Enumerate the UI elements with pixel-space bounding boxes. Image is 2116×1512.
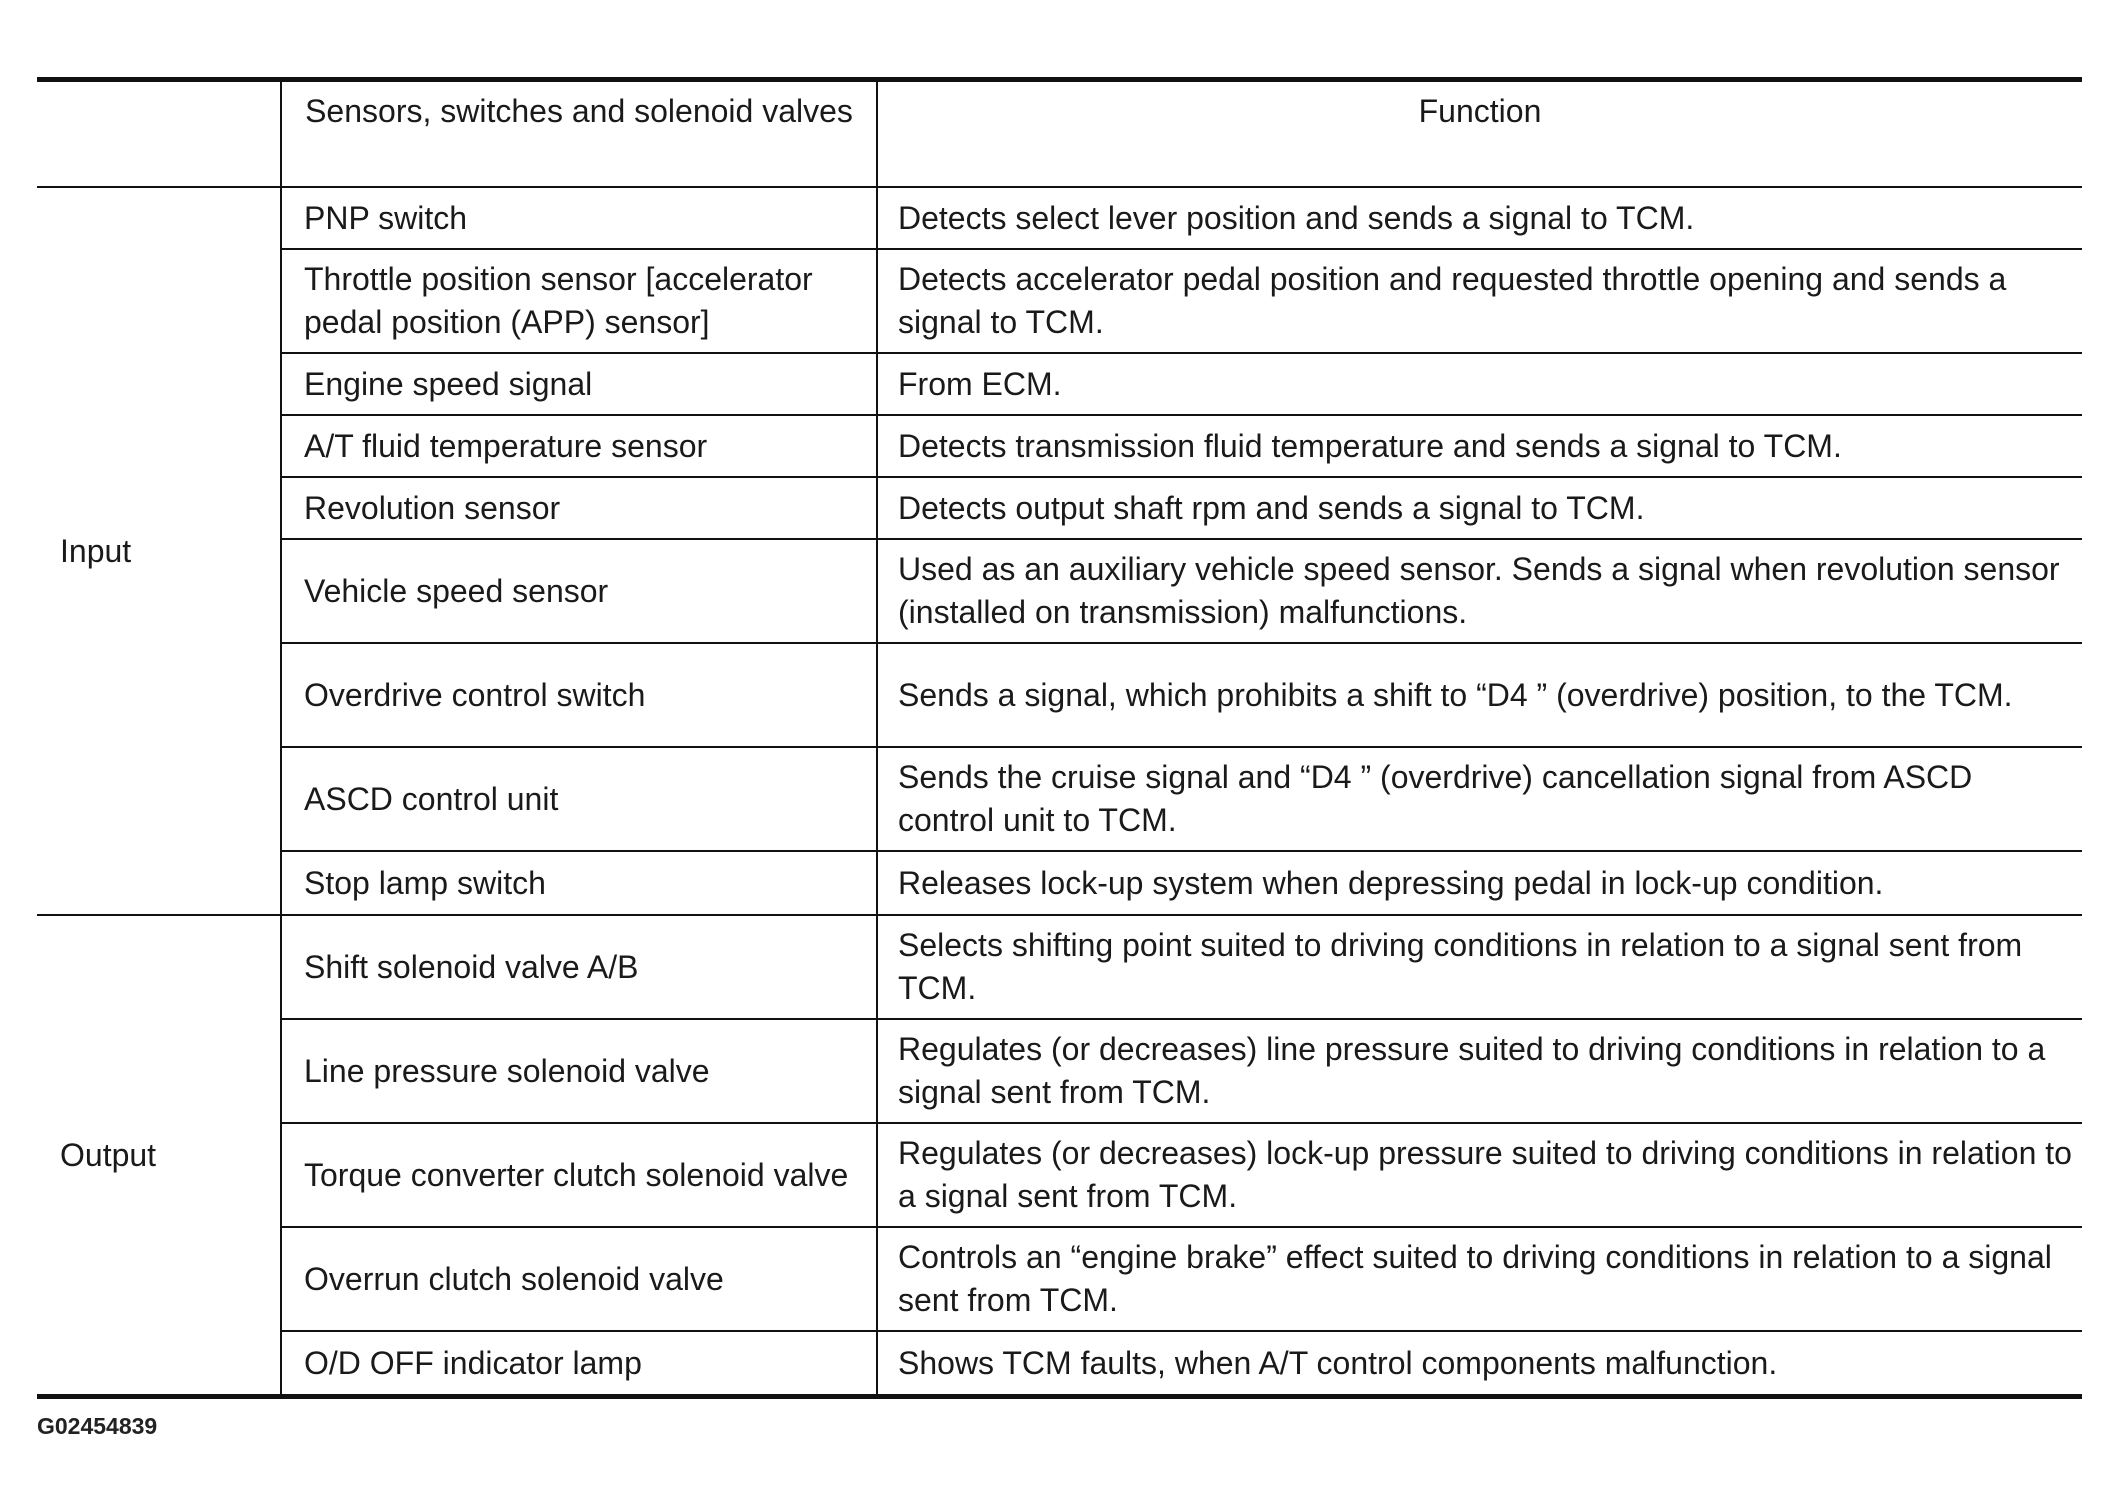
table-row [282,748,2082,852]
table-row [282,1332,2082,1394]
table-row [282,540,2082,644]
table-row [282,1124,2082,1228]
component-cell: Engine speed signal [304,365,593,402]
function-cell: Sends the cruise signal and “D4 ” (overdrive) cancellation signal from ASCD control unit to TCM. [898,759,1973,838]
function-cell: Controls an “engine brake” effect suited to driving conditions in relation to a signal sent from TCM. [898,1239,2052,1318]
header-function: Function [1418,93,1542,129]
function-cell: Detects transmission fluid temperature and sends a signal to TCM. [898,427,1842,464]
function-cell: Sends a signal, which prohibits a shift to “D4 ” (overdrive) position, to the TCM. [898,676,2013,713]
table-row [282,416,2082,478]
table-row [282,644,2082,748]
function-cell: Shows TCM faults, when A/T control components malfunction. [898,1344,1778,1381]
table-header [37,82,2082,188]
table-row [282,250,2082,354]
component-cell: Overdrive control switch [304,676,646,713]
table-row [282,916,2082,1020]
table-row [282,354,2082,416]
function-cell: Used as an auxiliary vehicle speed sensor. Sends a signal when revolution sensor (installed on transmission) malfunctions. [898,551,2060,630]
table-row [282,1228,2082,1332]
group-input [37,188,2082,916]
group-output [37,916,2082,1394]
component-cell: Torque converter clutch solenoid valve [304,1156,849,1193]
function-cell: Regulates (or decreases) lock-up pressure suited to driving conditions in relation to a signal sent from TCM. [898,1135,2072,1214]
component-cell: Stop lamp switch [304,864,546,901]
function-cell: Regulates (or decreases) line pressure suited to driving conditions in relation to a signal sent from TCM. [898,1031,2046,1110]
component-cell: Throttle position sensor [accelerator pedal position (APP) sensor] [304,261,813,340]
function-cell: From ECM. [898,365,1062,402]
table-row [282,188,2082,250]
function-cell: Detects accelerator pedal position and requested throttle opening and sends a signal to TCM. [898,261,2007,340]
function-cell: Releases lock-up system when depressing pedal in lock-up condition. [898,864,1884,901]
function-cell: Selects shifting point suited to driving conditions in relation to a signal sent from TCM. [898,927,2023,1006]
header-components: Sensors, switches and solenoid valves [305,93,853,129]
table-row [282,478,2082,540]
component-cell: Overrun clutch solenoid valve [304,1260,724,1297]
table-row [282,1020,2082,1124]
component-cell: Shift solenoid valve A/B [304,948,639,985]
component-cell: ASCD control unit [304,780,559,817]
table-row [282,852,2082,914]
components-table [37,77,2082,1399]
component-cell: A/T fluid temperature sensor [304,427,708,464]
function-cell: Detects output shaft rpm and sends a signal to TCM. [898,489,1645,526]
figure-code: G02454839 [37,1413,158,1439]
component-cell: Revolution sensor [304,489,561,526]
group-label-input: Input [60,532,132,569]
component-cell: Vehicle speed sensor [304,572,609,609]
component-cell: Line pressure solenoid valve [304,1052,710,1089]
component-cell: O/D OFF indicator lamp [304,1344,642,1381]
component-cell: PNP switch [304,199,468,236]
function-cell: Detects select lever position and sends a signal to TCM. [898,199,1695,236]
group-label-output: Output [60,1136,157,1173]
